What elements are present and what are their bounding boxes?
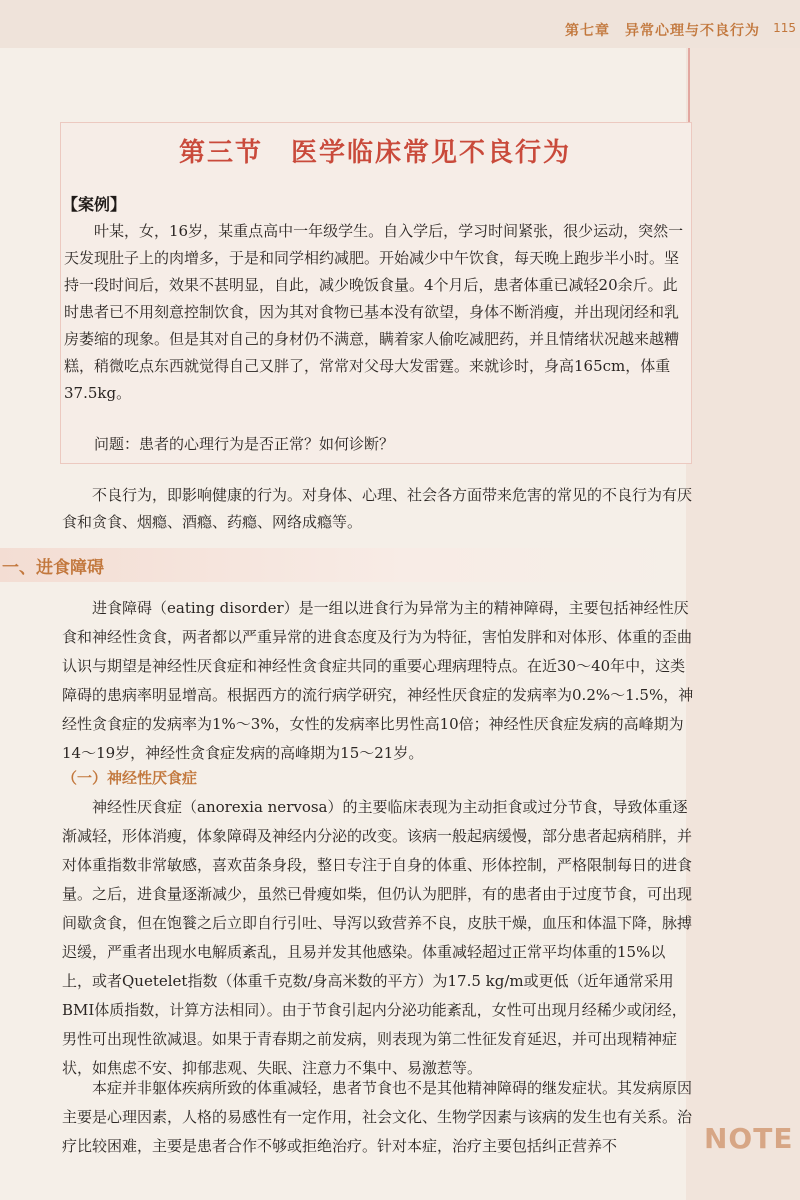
anorexia-cause-paragraph: 本症并非躯体疾病所致的体重减轻，患者节食也不是其他精神障碍的继发症状。其发病原因主要是心理因素，人格的易感性有一定作用，社会文化、生物学因素与该病的发生也有关系。治疗比较困难，主要是患者合作不够或拒绝治疗。针对本症，治疗主要包括纠正营养不 bbox=[62, 1079, 693, 1155]
case-question: 问题：患者的心理行为是否正常？如何诊断？ bbox=[94, 435, 395, 453]
eating-disorder-paragraph: 进食障碍（eating disorder）是一组以进食行为异常为主的精神障碍，主要包括神经性厌食和神经性贪食，两者都以严重异常的进食态度及行为为特征，害怕发胖和对体形、体重的歪曲认识与期望是神经性厌食症和神经性贪食症共同的重要心理病理特点。在近30～40年中，这类障碍的患病率明显增高。根据西方的流行病学研究，神经性厌食症的发病率为0.2%～1.5%，神经性贪食症的发病率为1%～3%，女性的发病率比男性高10倍；神经性厌食症发病的高峰期为14～19岁，神经性贪食症发病的高峰期为15～21岁。 bbox=[62, 599, 694, 762]
subsection-heading: 一、进食障碍 bbox=[2, 558, 104, 578]
margin-divider bbox=[688, 48, 690, 128]
case-label: 【案例】 bbox=[62, 195, 127, 214]
note-margin bbox=[686, 48, 800, 1200]
chapter-header: 第七章 异常心理与不良行为 bbox=[565, 23, 760, 39]
intro-paragraph: 不良行为，即影响健康的行为。对身体、心理、社会各方面带来危害的常见的不良行为有厌食和贪食、烟瘾、酒瘾、药瘾、网络成瘾等。 bbox=[62, 486, 693, 531]
note-label: NOTE bbox=[704, 1122, 794, 1155]
page-number: 115 bbox=[773, 21, 796, 35]
anorexia-paragraph: 神经性厌食症（anorexia nervosa）的主要临床表现为主动拒食或过分节食，导致体重逐渐减轻，形体消瘦，体象障碍及神经内分泌的改变。该病一般起病缓慢，部分患者起病稍胖，并对体重指数非常敏感，喜欢苗条身段，整日专注于自身的体重、形体控制，严格限制每日的进食量。之后，进食量逐渐减少，虽然已骨瘦如柴，但仍认为肥胖，有的患者由于过度节食，可出现间歇贪食，但在饱餮之后立即自行引吐、导泻以致营养不良，皮肤干燥，血压和体温下降，脉搏迟缓，严重者出现水电解质紊乱，且易并发其他感染。体重减轻超过正常平均体重的15%以上，或者Quetelet指数（体重千克数/身高米数的平方）为17.5 kg/m或更低（近年通常采用BMI体质指数，计算方法相同）。由于节食引起内分泌功能紊乱，女性可出现月经稀少或闭经，男性可出现性欲减退。如果于青春期之前发病，则表现为第二性征发育延迟，并可出现精神症状，如焦虑不安、抑郁悲观、失眠、注意力不集中、易激惹等。 bbox=[62, 798, 693, 1077]
section-title: 第三节 医学临床常见不良行为 bbox=[178, 138, 571, 168]
subsubsection-heading: （一）神经性厌食症 bbox=[62, 769, 198, 787]
case-text: 叶某，女，16岁，某重点高中一年级学生。自入学后，学习时间紧张，很少运动，突然一天发现肚子上的肉增多，于是和同学相约减肥。开始减少中午饮食，每天晚上跑步半小时。坚持一段时间后，效果不甚明显，自此，减少晚饭食量。4个月后，患者体重已减轻20余斤。此时患者已不用刻意控制饮食，因为其对食物已基本没有欲望，身体不断消瘦，并出现闭经和乳房萎缩的现象。但是其对自己的身材仍不满意，瞒着家人偷吃减肥药，并且情绪状况越来越糟糕，稍微吃点东西就觉得自己又胖了，常常对父母大发雷霆。来就诊时，身高165cm，体重37.5kg。 bbox=[64, 222, 684, 402]
